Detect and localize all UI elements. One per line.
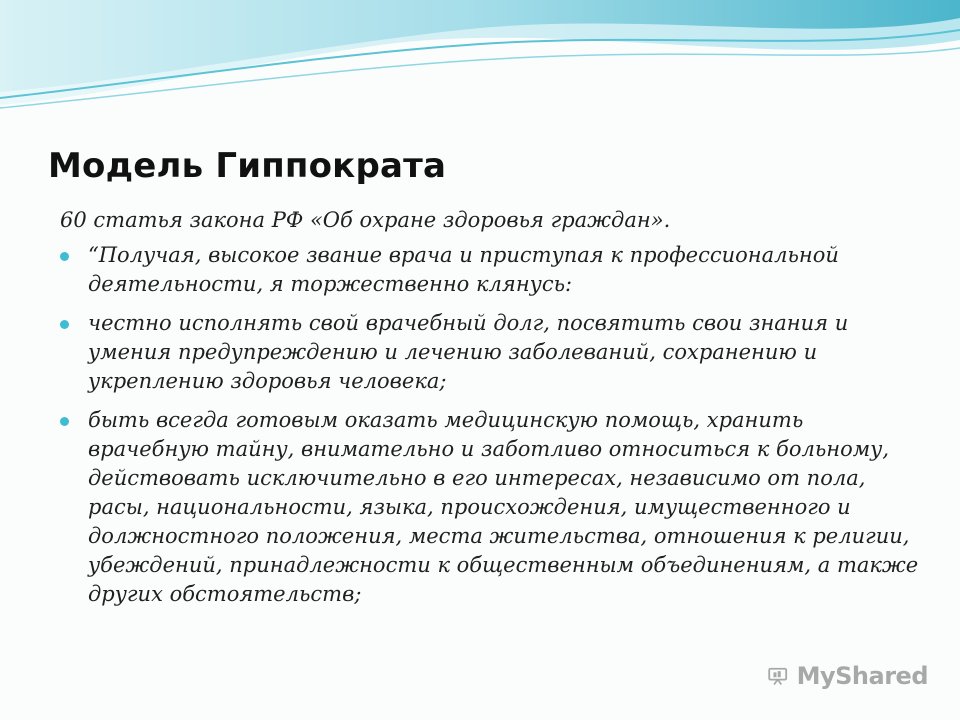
- list-item-text: быть всегда готовым оказать медицинскую помощь, хранить врачебную тайну, внимательно и заботливо относиться к больному, действовать исключительно в его интересах, независимо от пола, расы, национальности, языка, происхождения, имущественного и должностного положения, места жительства, отношения к религии, убеждений, принадлежности к общественным объединениям, а также других обстоятельств;: [88, 408, 919, 606]
- intro-line: 60 статья закона РФ «Об охране здоровья граждан».: [60, 208, 671, 232]
- bullet-list: [60, 241, 920, 609]
- header-wave-decoration: [0, 0, 960, 120]
- list-item: [60, 406, 920, 609]
- watermark-text: MyShared: [796, 662, 928, 690]
- presentation-board-icon: [768, 661, 789, 691]
- bullet-dot-icon: [60, 417, 69, 426]
- list-item-text: “Получая, высокое звание врача и приступая к профессиональной деятельности, я торжественно клянусь:: [88, 243, 839, 296]
- list-item-text: честно исполнять свой врачебный долг, посвятить свои знания и умения предупреждению и лечению заболеваний, сохранению и укреплению здоровья человека;: [88, 311, 849, 393]
- list-item: [60, 309, 920, 396]
- list-item: [60, 241, 920, 299]
- slide-title: Модель Гиппократа: [48, 146, 447, 186]
- slide-content: [60, 206, 920, 619]
- bullet-dot-icon: [60, 252, 69, 261]
- myshared-watermark: [768, 656, 928, 696]
- bullet-dot-icon: [60, 320, 69, 329]
